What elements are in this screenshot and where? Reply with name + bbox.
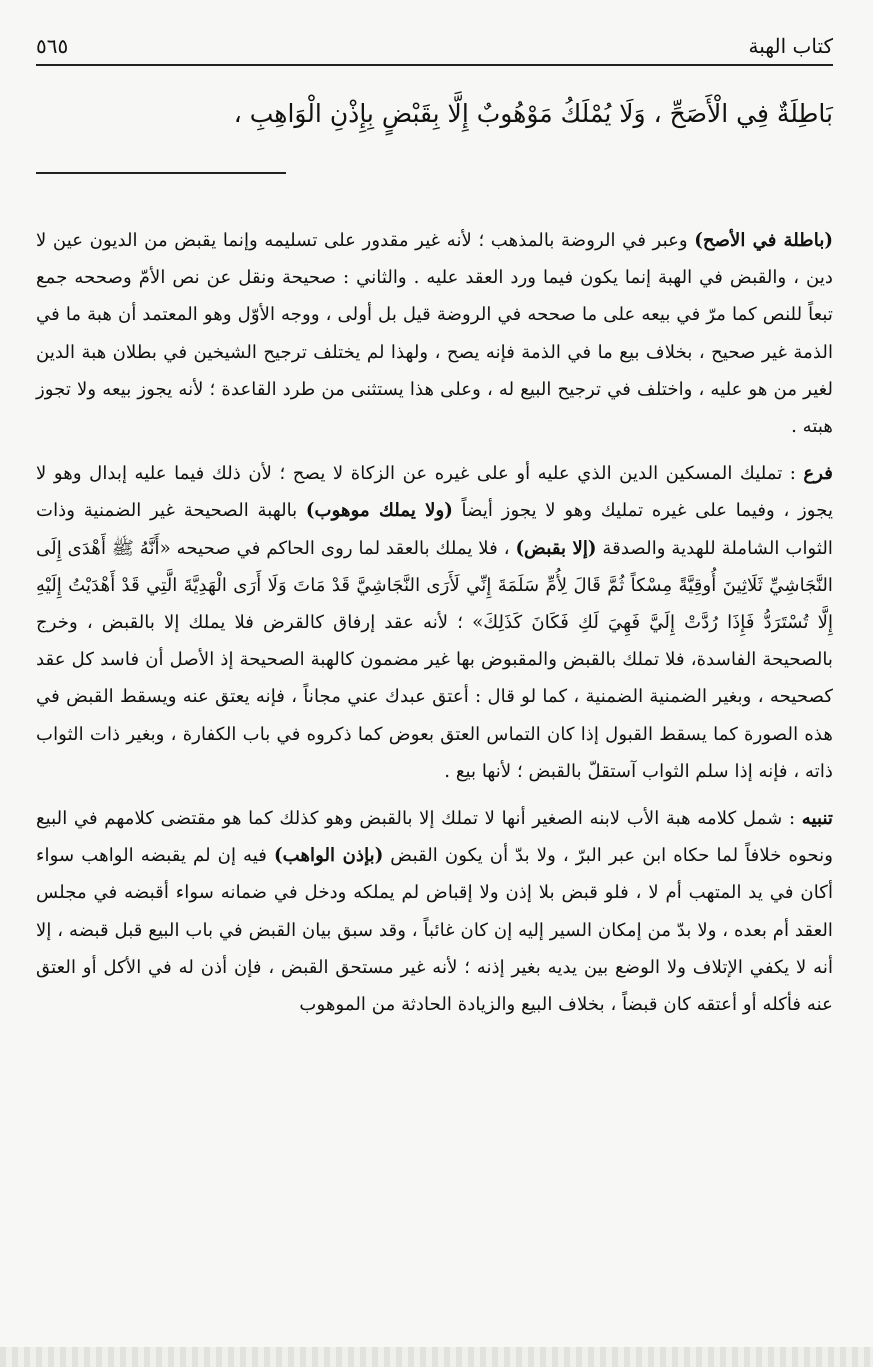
paragraph-text: فيه إن لم يقبضه الواهب سواء أكان في يد المتهب أم لا ، فلو قبض بلا إذن ولا إقباض لم يملكه ودخل في ضمانه سواء أقبضه في مجلس العقد أم بعده ، ولا بدّ من إمكان السير إليه إن كان غائباً ، وقد سبق بيان القبض في باب البيع قبل قبضه ، إلا أنه لا يكفي الإتلاف ولا الوضع بين يديه بغير إذنه ؛ لأنه غير مستحق القبض ، فإن أذن له في الأكل أو العتق عنه فأكله أو أعتقه كان قبضاً ، بخلاف البيع والزيادة الحادثة من الموهوب [36,845,833,1016]
paragraph-text: : تمليك المسكين الدين الذي عليه أو على غيره عن الزكاة لا يصح ؛ لأن ذلك فيما عليه إبدال وهو لا يجوز ، وفيما على غيره تمليك وهو لا يجوز أيضاً [36,463,834,522]
bold-quote: (باطلة في الأصح) [694,230,833,251]
bold-quote: (إلا بقبض) [515,537,597,559]
bold-quote: (ولا يملك موهوب) [305,500,453,522]
page-number: ٥٦٥ [36,34,69,58]
commentary-paragraph [36,455,833,790]
paragraph-text: بالهبة الصحيحة غير الضمنية وذات الثواب الشاملة للهدية والصدقة [36,500,833,559]
bold-quote: تنبيه [801,808,833,830]
bold-quote: فرع [803,463,833,485]
running-title: كتاب الهبة [748,34,833,58]
matn-separator-rule [36,172,286,174]
page-header [36,28,833,64]
decorative-bottom-border [0,1347,873,1367]
bold-quote: (بإذن الواهب) [273,845,384,867]
paragraph-text: وعبر في الروضة بالمذهب ؛ لأنه غير مقدور على تسليمه وإنما يقبض من الديون عين لا دين ، والقبض في الهبة إنما يكون فيما ورد العقد عليه . والثاني : صحيحة ونقل عن نص الأمّ وصححه جمع تبعاً للنص كما مرّ في بيعه على ما صححه في الروضة قيل بل أولى ، ووجه الأوّل وهو المعتمد أن هبة ما في الذمة غير صحيح ، بخلاف بيع ما في الذمة فإنه يصح ، ولهذا لم يختلف ترجيح الشيخين في بطلان هبة الدين لغير من هو عليه ، واختلف في ترجيح البيع له ، وعلى هذا يستثنى من طرد القاعدة ؛ لأنه يجوز بيعه ولا تجوز هبته . [36,230,833,438]
commentary-paragraph [36,222,833,445]
matn-text: بَاطِلَةٌ فِي الْأَصَحِّ ، وَلَا يُمْلَكُ مَوْهُوبٌ إِلَّا بِقَبْضٍ بِإِذْنِ الْوَاهِبِ ، [233,99,833,128]
paragraph-text: : شمل كلامه هبة الأب لابنه الصغير أنها لا تملك إلا بالقبض وهو كذلك كما هو مقتضى كلامهم في البيع ونحوه خلافاً لما حكاه ابن عبر البرّ ، ولا بدّ أن يكون القبض [36,808,833,867]
commentary-paragraph [36,800,833,1023]
header-rule [36,64,833,66]
commentary-body [36,222,833,1033]
paragraph-text: ، فلا يملك بالعقد لما روى الحاكم في صحيحه «أَنَّهُ ﷺ أَهْدَى إِلَى النَّجَاشِيِّ ثَلَاثِينَ أُوقِيَّةً مِسْكاً ثُمَّ قَالَ لِأُمِّ سَلَمَةَ إِنِّي لَأَرَى النَّجَاشِيَّ قَدْ مَاتَ وَلَا أَرَى الْهَدِيَّةَ الَّتِي قَدْ أَهْدَيْتُ إِلَيْهِ إِلَّا تُسْتَرَدُّ فَإِذَا رُدَّتْ إِلَيَّ فَهِيَ لَكِ فَكَانَ كَذَلِكَ» ؛ لأنه عقد إرفاق كالقرض فلا يملك إلا بالقبض ، وخرج بالصحيحة الفاسدة، فلا تملك بالقبض والمقبوض بها غير مضمون كالهبة الصحيحة إذ الأصل أن فاسد كل عقد كصحيحه ، وبغير الضمنية الضمنية ، كما لو قال : أعتق عبدك عني مجاناً ، فإنه يعتق عنه ويسقط القبض في هذه الصورة كما يسقط القبول إذا كان التماس العتق بعوض كما ذكروه في باب الكفارة ، وبغير ذات الثواب ذاته ، فإنه إذا سلم الثواب آستقلّ بالقبض ؛ لأنها بيع . [36,537,833,782]
